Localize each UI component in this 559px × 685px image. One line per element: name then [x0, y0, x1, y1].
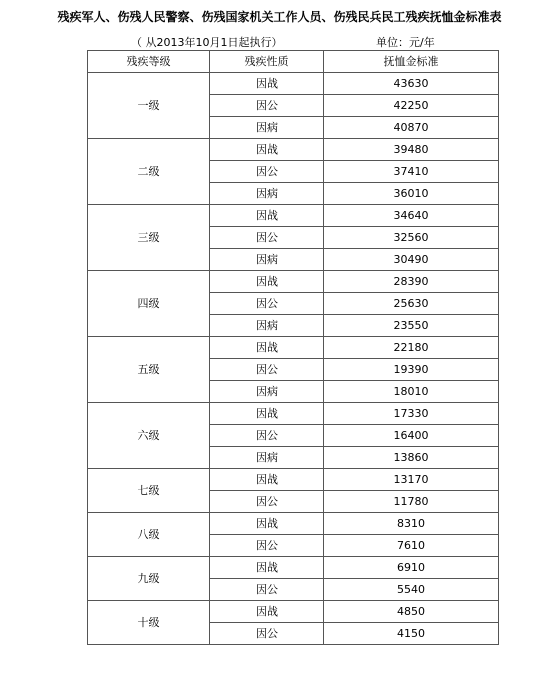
unit-note: 单位：元/年	[376, 36, 435, 49]
amount-cell: 28390	[324, 271, 499, 293]
header-nature: 残疾性质	[210, 51, 324, 73]
pension-standard-table	[87, 50, 499, 645]
nature-cell: 因病	[210, 447, 324, 469]
amount-cell: 25630	[324, 293, 499, 315]
header-grade: 残疾等级	[88, 51, 210, 73]
amount-cell: 32560	[324, 227, 499, 249]
nature-cell: 因公	[210, 293, 324, 315]
amount-cell: 8310	[324, 513, 499, 535]
amount-cell: 7610	[324, 535, 499, 557]
nature-cell: 因公	[210, 623, 324, 645]
table-row	[88, 73, 499, 95]
nature-cell: 因病	[210, 117, 324, 139]
amount-cell: 5540	[324, 579, 499, 601]
grade-cell: 二级	[88, 139, 210, 205]
amount-cell: 16400	[324, 425, 499, 447]
nature-cell: 因战	[210, 469, 324, 491]
amount-cell: 18010	[324, 381, 499, 403]
amount-cell: 4850	[324, 601, 499, 623]
nature-cell: 因战	[210, 271, 324, 293]
amount-cell: 40870	[324, 117, 499, 139]
table-row	[88, 271, 499, 293]
nature-cell: 因病	[210, 381, 324, 403]
amount-cell: 6910	[324, 557, 499, 579]
amount-cell: 19390	[324, 359, 499, 381]
table-row	[88, 513, 499, 535]
nature-cell: 因公	[210, 579, 324, 601]
amount-cell: 13170	[324, 469, 499, 491]
grade-cell: 九级	[88, 557, 210, 601]
table-row	[88, 469, 499, 491]
amount-cell: 30490	[324, 249, 499, 271]
nature-cell: 因战	[210, 403, 324, 425]
nature-cell: 因战	[210, 139, 324, 161]
amount-cell: 37410	[324, 161, 499, 183]
amount-cell: 17330	[324, 403, 499, 425]
grade-cell: 一级	[88, 73, 210, 139]
table-row	[88, 139, 499, 161]
effective-date-note: （ 从2013年10月1日起执行）	[131, 36, 283, 49]
nature-cell: 因公	[210, 425, 324, 447]
nature-cell: 因公	[210, 227, 324, 249]
nature-cell: 因战	[210, 205, 324, 227]
amount-cell: 34640	[324, 205, 499, 227]
table-row	[88, 557, 499, 579]
nature-cell: 因公	[210, 161, 324, 183]
grade-cell: 四级	[88, 271, 210, 337]
amount-cell: 11780	[324, 491, 499, 513]
nature-cell: 因战	[210, 557, 324, 579]
subtitle-bar	[0, 34, 559, 48]
table-row	[88, 403, 499, 425]
grade-cell: 六级	[88, 403, 210, 469]
table-row	[88, 205, 499, 227]
nature-cell: 因公	[210, 535, 324, 557]
table-row	[88, 601, 499, 623]
nature-cell: 因公	[210, 95, 324, 117]
amount-cell: 22180	[324, 337, 499, 359]
table-header-row	[88, 51, 499, 73]
header-amount: 抚恤金标准	[324, 51, 499, 73]
amount-cell: 23550	[324, 315, 499, 337]
nature-cell: 因病	[210, 315, 324, 337]
grade-cell: 三级	[88, 205, 210, 271]
nature-cell: 因公	[210, 491, 324, 513]
nature-cell: 因病	[210, 249, 324, 271]
grade-cell: 八级	[88, 513, 210, 557]
nature-cell: 因战	[210, 513, 324, 535]
nature-cell: 因病	[210, 183, 324, 205]
page-title: 残疾军人、伤残人民警察、伤残国家机关工作人员、伤残民兵民工残疾抚恤金标准表	[57, 10, 502, 24]
nature-cell: 因战	[210, 73, 324, 95]
grade-cell: 七级	[88, 469, 210, 513]
nature-cell: 因战	[210, 337, 324, 359]
amount-cell: 39480	[324, 139, 499, 161]
nature-cell: 因公	[210, 359, 324, 381]
grade-cell: 十级	[88, 601, 210, 645]
amount-cell: 13860	[324, 447, 499, 469]
table-row	[88, 337, 499, 359]
table-body	[88, 73, 499, 645]
amount-cell: 42250	[324, 95, 499, 117]
grade-cell: 五级	[88, 337, 210, 403]
amount-cell: 43630	[324, 73, 499, 95]
nature-cell: 因战	[210, 601, 324, 623]
amount-cell: 4150	[324, 623, 499, 645]
amount-cell: 36010	[324, 183, 499, 205]
